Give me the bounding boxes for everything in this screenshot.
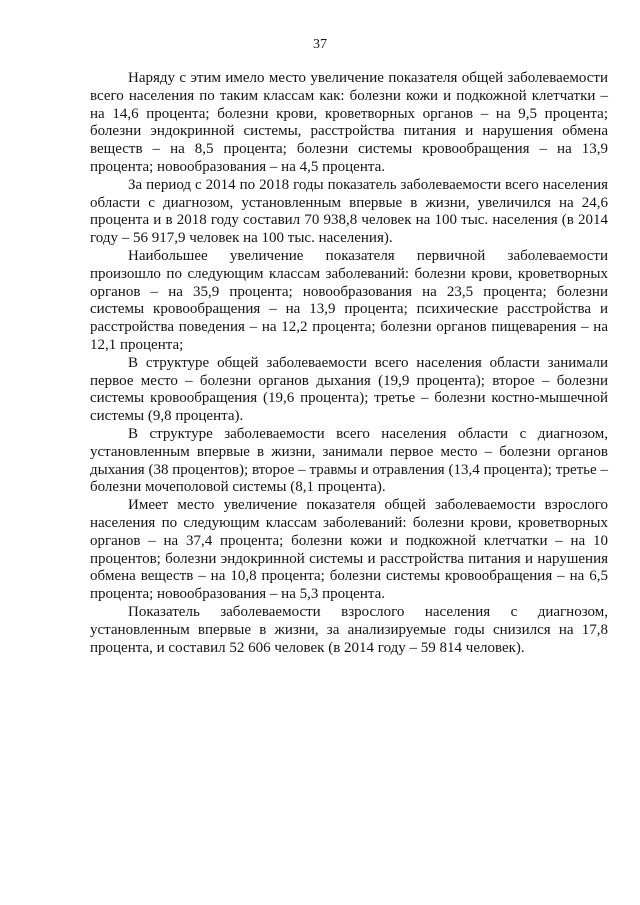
document-body	[90, 70, 608, 657]
page-number: 37	[313, 37, 327, 52]
paragraph-first-diagnosis-morbidity: За период с 2014 по 2018 годы показатель заболеваемости всего населения области с диагнозом, установленным впервые в жизни, увеличился на 24,6 процента и в 2018 году составил 70 938,8 человек на 100 тыс. населения (в 2014 году – 56 917,9 человек на 100 тыс. населения).	[90, 176, 608, 247]
paragraph-first-diagnosis-structure: В структуре заболеваемости всего населения области с диагнозом, установленным впервые в жизни, занимали первое место – болезни органов дыхания (38 процентов); второе – травмы и отравления (13,4 процента); третье – болезни мочеполовой системы (8,1 процента).	[90, 425, 608, 496]
paragraph-adult-first-diagnosis: Показатель заболеваемости взрослого населения с диагнозом, установленным впервые в жизни, за анализируемые годы снизился на 17,8 процента, и составил 52 606 человек (в 2014 году – 59 814 человек).	[90, 603, 608, 656]
paragraph-adult-morbidity-increase: Имеет место увеличение показателя общей заболеваемости взрослого населения по следующим классам заболеваний: болезни крови, кроветворных органов – на 37,4 процента; болезни кожи и подкожной клетчатки – на 10 процентов; болезни эндокринной системы и расстройства питания и нарушения обмена веществ – на 10,8 процента; болезни системы кровообращения – на 6,5 процента; новообразования – на 5,3 процента.	[90, 497, 608, 603]
paragraph-overall-morbidity-increase: Наряду с этим имело место увеличение показателя общей заболеваемости всего населения по таким классам как: болезни кожи и подкожной клетчатки – на 14,6 процента; болезни крови, кроветворных органов – на 9,5 процента; болезни эндокринной системы, расстройства питания и нарушения обмена веществ – на 8,5 процента; болезни системы кровообращения – на 13,9 процента; новообразования – на 4,5 процента.	[90, 70, 608, 175]
paragraph-overall-morbidity-structure: В структуре общей заболеваемости всего населения области занимали первое место – болезни органов дыхания (19,9 процента); второе – болезни системы кровообращения (19,6 процента); третье – болезни костно-мышечной системы (9,8 процента).	[90, 354, 608, 425]
paragraph-primary-morbidity-classes: Наибольшее увеличение показателя первичной заболеваемости произошло по следующим классам заболеваний: болезни крови, кроветворных органов – на 35,9 процента; новообразования на 23,5 процента; болезни системы кровообращения – на 13,9 процента; психические расстройства и расстройства поведения – на 12,2 процента; болезни органов пищеварения – на 12,1 процента;	[90, 247, 608, 353]
